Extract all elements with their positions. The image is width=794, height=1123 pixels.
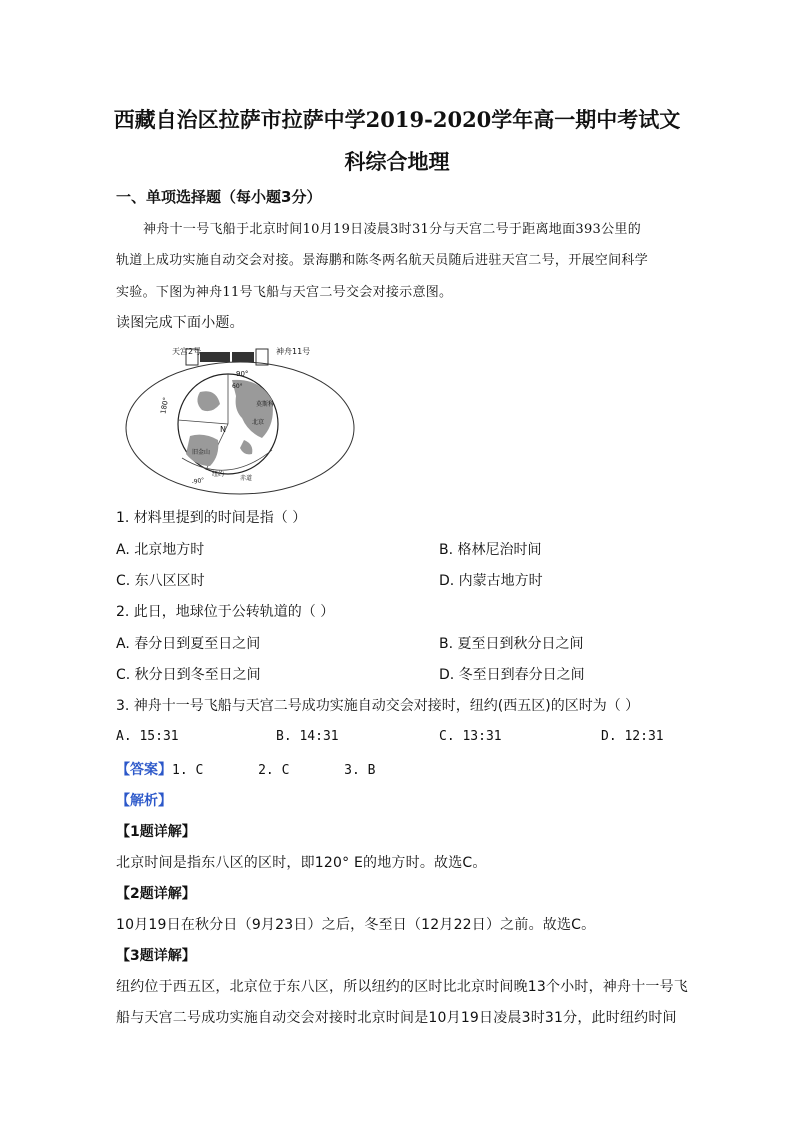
question-2-option-a: A. 春分日到夏至日之间 (116, 636, 261, 652)
q1-detail-text: 北京时间是指东八区的区时，即120° E的地方时。故选C。 (116, 855, 487, 871)
material-line-1: 神舟十一号飞船于北京时间10月19日凌晨3时31分与天宫二号于距离地面393公里的 (143, 222, 642, 237)
instruction-text: 读图完成下面小题。 (116, 315, 244, 331)
label-minus90: -90° (191, 476, 205, 486)
question-2-option-c: C. 秋分日到冬至日之间 (116, 667, 261, 683)
question-1-option-b: B. 格林尼治时间 (439, 542, 542, 558)
material-line-2: 轨道上成功实施自动交会对接。景海鹏和陈冬两名航天员随后进驻天宫二号，开展空间科学 (116, 253, 649, 268)
shenzhou-module (232, 352, 254, 362)
question-3-option-c: C. 13:31 (439, 729, 502, 744)
label-shenzhou: 神舟11号 (276, 347, 311, 356)
section-heading: 一、单项选择题（每小题3分） (116, 188, 322, 206)
tiangong-module (200, 352, 230, 362)
question-1-stem: 1. 材料里提到的时间是指（ ） (116, 510, 307, 526)
question-1-option-d: D. 内蒙古地方时 (439, 573, 543, 589)
q1-detail-tag: 【1题详解】 (116, 824, 196, 840)
label-moscow: 莫斯科 (256, 401, 275, 408)
question-2-option-b: B. 夏至日到秋分日之间 (439, 636, 584, 652)
label-90: 90° (236, 370, 249, 378)
material-line-3: 实验。下图为神舟11号飞船与天宫二号交会对接示意图。 (116, 285, 453, 300)
question-3-option-d: D. 12:31 (601, 729, 664, 744)
label-beijing: 北京 (252, 419, 265, 426)
question-2-stem: 2. 此日，地球位于公转轨道的（ ） (116, 604, 335, 620)
label-equator: 赤道 (240, 475, 253, 482)
question-3-option-b: B. 14:31 (276, 729, 339, 744)
question-3-option-a: A. 15:31 (116, 729, 179, 744)
label-ny: 纽约 (212, 471, 225, 478)
analysis-tag: 【解析】 (116, 793, 172, 809)
page-title-line2: 科综合地理 (344, 149, 450, 174)
label-180: 180° (159, 396, 171, 415)
q2-detail-text: 10月19日在秋分日（9月23日）之后，冬至日（12月22日）之前。故选C。 (116, 917, 596, 933)
label-n: N (220, 425, 226, 434)
page-title-line1: 西藏自治区拉萨市拉萨中学2019-2020学年高一期中考试文 (113, 107, 681, 132)
answer-items: 1. C 2. C 3. B (172, 763, 376, 778)
q3-detail-line-1: 纽约位于西五区，北京位于东八区，所以纽约的区时比北京时间晚13个小时，神舟十一号飞 (116, 979, 689, 995)
q3-detail-line-2: 船与天宫二号成功实施自动交会对接时北京时间是10月19日凌晨3时31分，此时纽约时间 (116, 1010, 677, 1026)
label-60: 60° (232, 383, 243, 390)
label-sf: 旧金山 (192, 449, 211, 456)
label-tiangong: 天宫2号 (172, 347, 202, 356)
q3-detail-tag: 【3题详解】 (116, 948, 196, 964)
question-2-option-d: D. 冬至日到春分日之间 (439, 667, 585, 683)
answer-tag: 【答案】 (116, 762, 172, 778)
docking-diagram (120, 340, 360, 500)
q2-detail-tag: 【2题详解】 (116, 886, 196, 902)
answer-line (116, 759, 376, 779)
question-3-stem: 3. 神舟十一号飞船与天宫二号成功实施自动交会对接时，纽约(西五区)的区时为（ ） (116, 698, 640, 714)
question-1-option-a: A. 北京地方时 (116, 542, 205, 558)
question-1-option-c: C. 东八区区时 (116, 573, 205, 589)
